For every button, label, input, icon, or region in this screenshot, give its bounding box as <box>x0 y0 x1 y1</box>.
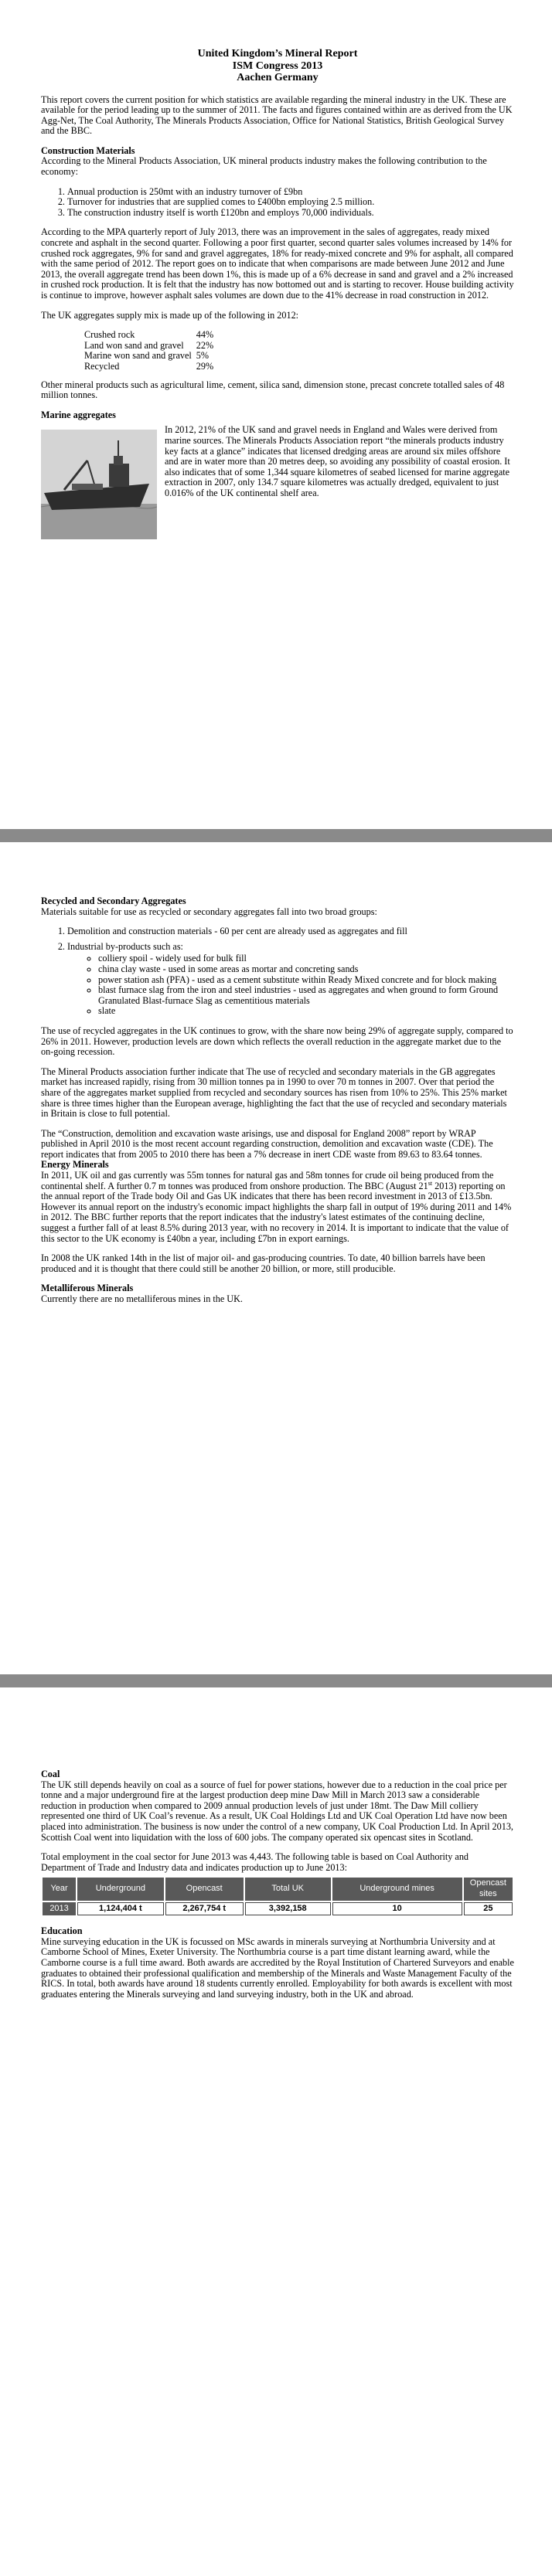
table-cell: 10 <box>332 1902 462 1916</box>
column-header: Year <box>43 1878 76 1900</box>
metalliferous-heading: Metalliferous Minerals <box>41 1283 134 1294</box>
list-item: ◦ china clay waste - used in some areas as mortar and concreting sands <box>98 964 514 975</box>
mix-value: 44% <box>196 329 214 341</box>
list-item: 2. Turnover for industries that are supplied comes to £400bn employing 2.5 million. <box>67 197 514 208</box>
energy-oil-gas-paragraph <box>41 1171 514 1244</box>
energy-text-a: In 2011, UK oil and gas currently was 55m tonnes for natural gas and 58m tonnes for crude oil being produced from the continental shelf. A further 0.7 m tonnes was produced from onshore production. The BBC (August 21 <box>41 1170 494 1191</box>
page-2-content <box>41 896 514 1314</box>
supply-mix-intro: The UK aggregates supply mix is made up of the following in 2012: <box>41 309 299 321</box>
supply-mix-table <box>84 330 218 372</box>
recycled-lead: Materials suitable for use as recycled or secondary aggregates fall into two broad groups: <box>41 906 377 917</box>
page-3 <box>0 1687 552 2576</box>
recycled-heading: Recycled and Secondary Aggregates <box>41 895 186 906</box>
energy-sup: st <box>428 1179 433 1187</box>
column-header: Total UK <box>245 1878 331 1900</box>
table-row <box>84 362 218 372</box>
mix-value: 29% <box>196 360 214 372</box>
report-location: Aachen Germany <box>237 72 319 83</box>
list-item: ◦ colliery spoil - widely used for bulk fill <box>98 953 514 964</box>
column-header: Opencast sites <box>464 1878 513 1900</box>
construction-list <box>41 187 514 219</box>
table-cell: 2013 <box>43 1902 76 1916</box>
construction-quarterly-paragraph: According to the MPA quarterly report of July 2013, there was an improvement in the sales of aggregates, ready mixed concrete and asphalt in the second quarter. Following a poor first quarter, second quarter sales volumes increased by 14% for crushed rock aggregates, 9% for sand and gravel aggregates, 18% for ready-mixed concrete and 9% for asphalt, all compared with the same period of 2012. The report goes on to indicate that when comparisons are made between June 2012 and June 2013, the overall aggregate trend has been down 1%, this is made up of a 6% decrease in sand and gravel and a 2% increased in crushed rock production. It is felt that the industry has now bottomed out and is starting to recover. House building activity is continue to improve, however asphalt sales volumes are down due to the 41% decrease in road construction in 2012. <box>41 226 514 301</box>
metalliferous-text: Currently there are no metalliferous mines in the UK. <box>41 1293 243 1304</box>
mix-label: Land won sand and gravel <box>84 339 184 351</box>
marine-heading: Marine aggregates <box>41 409 116 420</box>
table-row <box>84 351 218 362</box>
table-row <box>84 330 218 341</box>
wrap-report-paragraph: The “Construction, demolition and excavation waste arisings, use and disposal for England 2008” report by WRAP published in April 2010 is the most recent account regarding construction, demolition and excavation waste (CDE). The report indicates that from 2005 to 2010 there has been a 7% decrease in inert CDE waste from 89.63 to 83.64 tonnes. <box>41 1127 493 1160</box>
dredger-ship-image <box>41 430 157 539</box>
marine-paragraph: In 2012, 21% of the UK sand and gravel needs in England and Wales were derived from marine sources. The Minerals Products Association report “the minerals products industry key facts at a glance” indicates that licensed dredging areas are around six miles offshore and are in water more than 20 metres deep, so avoiding any possibility of coastal erosion. It also indicates that of some 1,344 square kilometres of seabed licensed for marine aggregate extraction in 2007, only 134.7 square kilometres was actually dredged, equivalent to just 0.016% of the UK continental shelf area. <box>165 424 510 498</box>
page-1-content <box>41 48 514 542</box>
list-item: 3. The construction industry itself is worth £120bn and employs 70,000 individuals. <box>67 208 514 219</box>
education-heading: Education <box>41 1925 83 1937</box>
mix-label: Marine won sand and gravel <box>84 350 192 362</box>
table-cell: 3,392,158 <box>245 1902 331 1916</box>
page-3-content <box>41 1769 514 2009</box>
energy-heading: Energy Minerals <box>41 1159 109 1171</box>
education-paragraph: Mine surveying education in the UK is focussed on MSc awards in minerals surveying at Northumbria University and at Camborne School of Mines, Exeter University. The Northumbria course is a part time distant learning award, while the Camborne course is a full time award. Both awards are accredited by the Royal Institution of Chartered Surveyors and enable graduates to obtained their professional qualification and membership of the Minerals and Waste Management Faculty of the RICS. In total, both awards have around 18 students currently enrolled. Employability for both awards is excellent with most graduates entering the Minerals surveying and land surveying industry, both in the UK and abroad. <box>41 1935 514 2000</box>
column-header: Opencast <box>165 1878 244 1900</box>
construction-heading: Construction Materials <box>41 144 135 156</box>
mix-value: 5% <box>196 350 210 362</box>
list-item-text: Industrial by-products such as: <box>67 940 183 952</box>
report-event: ISM Congress 2013 <box>232 59 323 72</box>
ship-illustration <box>41 430 157 539</box>
energy-text-b: 2013) reporting on the annual report of the Trade body Oil and Gas UK indicates that there has been record investment in 2013 of £13.5bn. However its annual report on the industry's economic impact highlights the sharp fall in output of 19% during 2011 and 14% in 2012. The BBC further reports that the report indicates that the industry's latest estimates of the continuing decline, suggest a further fall of at least 8.5% during 2013 year, with no recovery in 2014. It is important to indicate that the value of this sector to the UK economy is £40bn a year, including £7bn in export earnings. <box>41 1180 512 1244</box>
list-item <box>67 926 514 937</box>
mix-label: Recycled <box>84 360 120 372</box>
intro-paragraph: This report covers the current position for which statistics are available regarding the mineral industry in the UK. These are available for the period leading up to the summer of 2011. The facts and figures contained within are as derived from the UK Agg-Net, The Coal Authority, The Minerals Products Association, Office for National Statistics, British Geological Survey and the BBC. <box>41 93 513 137</box>
column-header: Underground mines <box>332 1878 462 1900</box>
table-cell: 2,267,754 t <box>165 1902 244 1916</box>
list-item <box>67 942 514 1017</box>
other-products-paragraph: Other mineral products such as agricultural lime, cement, silica sand, dimension stone, precast concrete totalled sales of 48 million tonnes. <box>41 379 505 401</box>
report-title: United Kingdom’s Mineral Report <box>197 48 358 59</box>
table-cell: 25 <box>464 1902 513 1916</box>
coal-employment-paragraph: Total employment in the coal sector for June 2013 was 4,443. The following table is based on Coal Authority and Department of Trade and Industry data and indicates production up to June 2013: <box>41 1851 469 1873</box>
column-header: Underground <box>77 1878 163 1900</box>
table-row <box>43 1902 513 1916</box>
coal-paragraph: The UK still depends heavily on coal as a source of fuel for power stations, however due to a reduction in the coal price per tonne and a major underground fire at the largest production deep mine Daw Mill in March 2013 saw a considerable reduction in production when compared to 2009 annual production levels of just under 18mt. The Daw Mill colliery represented one third of UK Coal’s revenue. As a result, UK Coal Holdings Ltd and UK Coal Operation Ltd have now been placed into administration. The business is now under the control of a new company, UK Coal Production Ltd. In April 2013, Scottish Coal went into liquidation with the loss of 600 jobs. The company operated six opencast sites in Scotland. <box>41 1779 513 1843</box>
table-cell: 1,124,404 t <box>77 1902 163 1916</box>
mix-value: 22% <box>196 339 214 351</box>
mix-label: Crushed rock <box>84 329 135 341</box>
list-item-text: Demolition and construction materials - 60 per cent are already used as aggregates and fill <box>67 926 407 937</box>
list-item: 1. Annual production is 250mt with an industry turnover of £9bn <box>67 187 514 198</box>
marine-section <box>41 425 514 498</box>
recycled-market-paragraph: The Mineral Products association further indicate that The use of recycled and secondary materials in the GB aggregates market has increased rapidly, rising from 30 million tonnes pa in 1990 to over 70 m tonnes in 2007. Over that period the share of the aggregates market supplied from recycled and secondary sources has risen from 10% to 25%. This 25% market share is three times higher than the European average, highlighting the fact that the use of recycled and secondary materials in Britain is close to full potential. <box>41 1065 507 1120</box>
byproducts-list <box>67 953 514 1017</box>
list-item: ◦ slate <box>98 1006 514 1017</box>
coal-heading: Coal <box>41 1769 60 1779</box>
energy-ranking-paragraph: In 2008 the UK ranked 14th in the list of major oil- and gas-producing countries. To date, 40 billion barrels have been produced and it is thought that there could still be another 20 billion, or more, still producible. <box>41 1252 486 1274</box>
page-1 <box>0 0 552 829</box>
page-2 <box>0 842 552 1674</box>
coal-production-table <box>41 1876 514 1917</box>
construction-lead: According to the Mineral Products Association, UK mineral products industry makes the following contribution to the economy: <box>41 155 487 178</box>
recycled-growth-paragraph: The use of recycled aggregates in the UK continues to grow, with the share now being 29% of aggregate supply, compared to 26% in 2011. However, production levels are down which reflects the overall reduction in the aggregate market due to the on-going recession. <box>41 1025 513 1058</box>
list-item: ◦ blast furnace slag from the iron and steel industries - used as aggregates and when ground to form Ground Granulated Blast-furnace Slag as cementitious materials <box>98 985 514 1006</box>
table-header-row <box>43 1878 513 1900</box>
table-row <box>84 341 218 352</box>
list-item: ◦ power station ash (PFA) - used as a cement substitute within Ready Mixed concrete and for block making <box>98 975 514 986</box>
recycled-list <box>41 926 514 1017</box>
